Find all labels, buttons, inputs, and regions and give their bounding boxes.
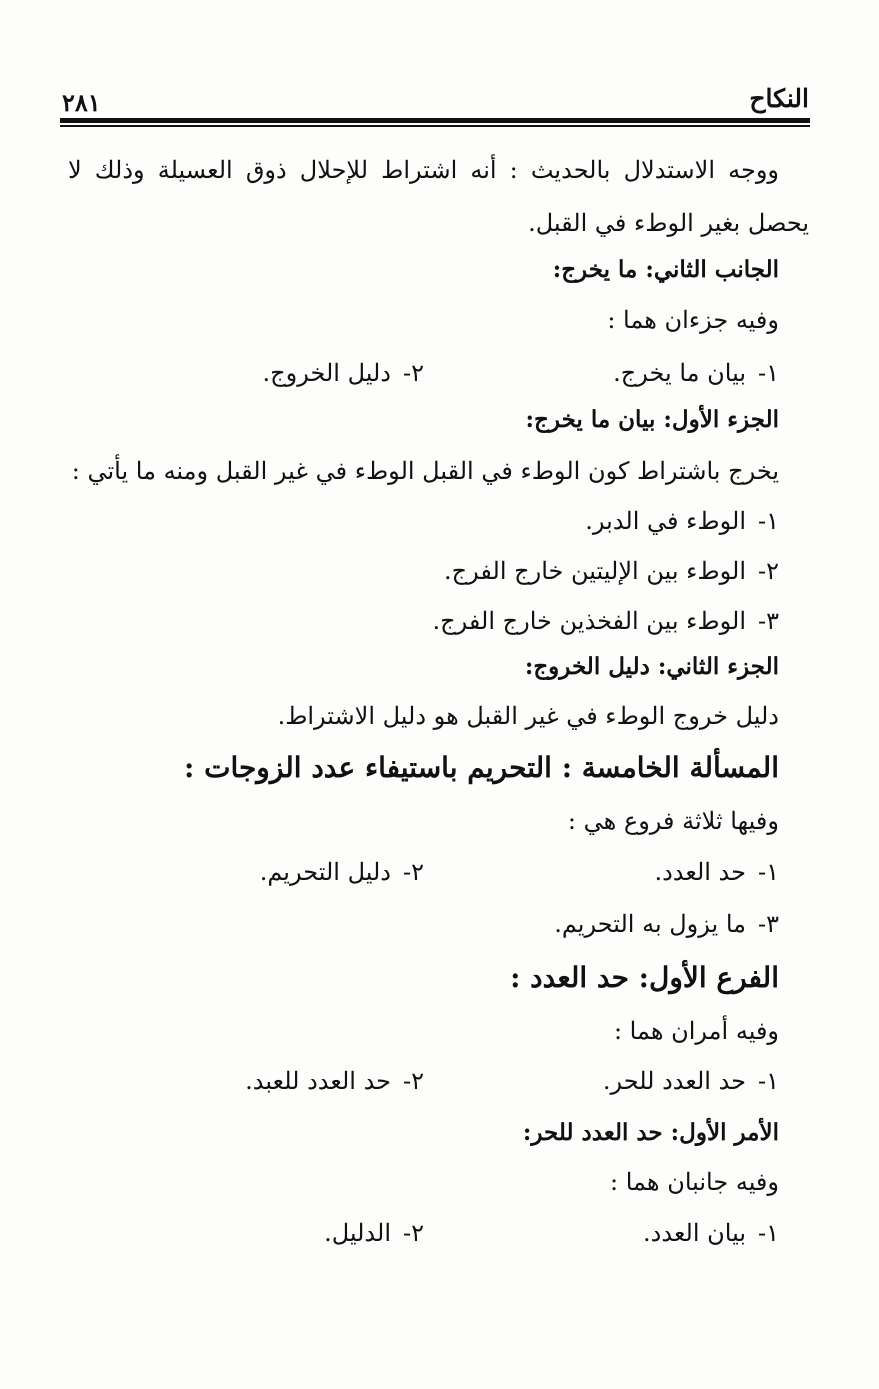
- list-item: ١-بيان ما يخرج.: [613, 359, 779, 387]
- header-rule-thick: [60, 118, 810, 123]
- section-heading: الجزء الأول: بيان ما يخرج:: [525, 406, 779, 433]
- text-line: يخرج باشتراط كون الوطء في القبل الوطء في غير القبل ومنه ما يأتي :: [71, 457, 779, 485]
- subsection-heading: الفرع الأول: حد العدد :: [510, 961, 779, 994]
- list-item: ٣-ما يزول به التحريم.: [554, 910, 779, 938]
- two-column-list-row: [199, 856, 779, 888]
- two-column-list-row: [199, 1217, 779, 1249]
- chapter-heading: المسألة الخامسة : التحريم باستيفاء عدد الزوجات :: [184, 751, 779, 784]
- page-number: ٢٨١: [62, 88, 101, 117]
- text-line: دليل خروج الوطء في غير القبل هو دليل الاشتراط.: [277, 702, 779, 730]
- header-rule-thin: [60, 125, 810, 127]
- list-item: ٣-الوطء بين الفخذين خارج الفرج.: [432, 607, 779, 635]
- text-line: وفيه جزءان هما :: [607, 306, 779, 334]
- list-item: ٢-الوطء بين الإليتين خارج الفرج.: [444, 557, 779, 585]
- list-item: ١-حد العدد للحر.: [602, 1067, 779, 1095]
- running-header-title: النكاح: [749, 84, 809, 113]
- paragraph-line: ووجه الاستدلال بالحديث : أنه اشتراط للإحلال ذوق العسيلة وذلك لا: [68, 156, 779, 184]
- list-item: ٢-دليل التحريم.: [259, 858, 424, 886]
- section-heading: الأمر الأول: حد العدد للحر:: [522, 1119, 779, 1146]
- list-item: ٢-دليل الخروج.: [262, 359, 424, 387]
- paragraph-line: يحصل بغير الوطء في القبل.: [528, 209, 809, 237]
- list-item: ١-حد العدد.: [654, 858, 779, 886]
- text-line: وفيه جانبان هما :: [610, 1168, 779, 1196]
- list-item: ١-بيان العدد.: [643, 1219, 779, 1247]
- section-heading: الجزء الثاني: دليل الخروج:: [524, 653, 779, 680]
- list-item: ٢-الدليل.: [324, 1219, 424, 1247]
- two-column-list-row: [199, 357, 779, 389]
- two-column-list-row: [199, 1065, 779, 1097]
- list-item: ١-الوطء في الدبر.: [585, 507, 779, 535]
- text-line: وفيه أمران هما :: [613, 1017, 779, 1045]
- section-heading: الجانب الثاني: ما يخرج:: [552, 256, 779, 283]
- list-item: ٢-حد العدد للعبد.: [245, 1067, 424, 1095]
- text-line: وفيها ثلاثة فروع هي :: [567, 807, 779, 835]
